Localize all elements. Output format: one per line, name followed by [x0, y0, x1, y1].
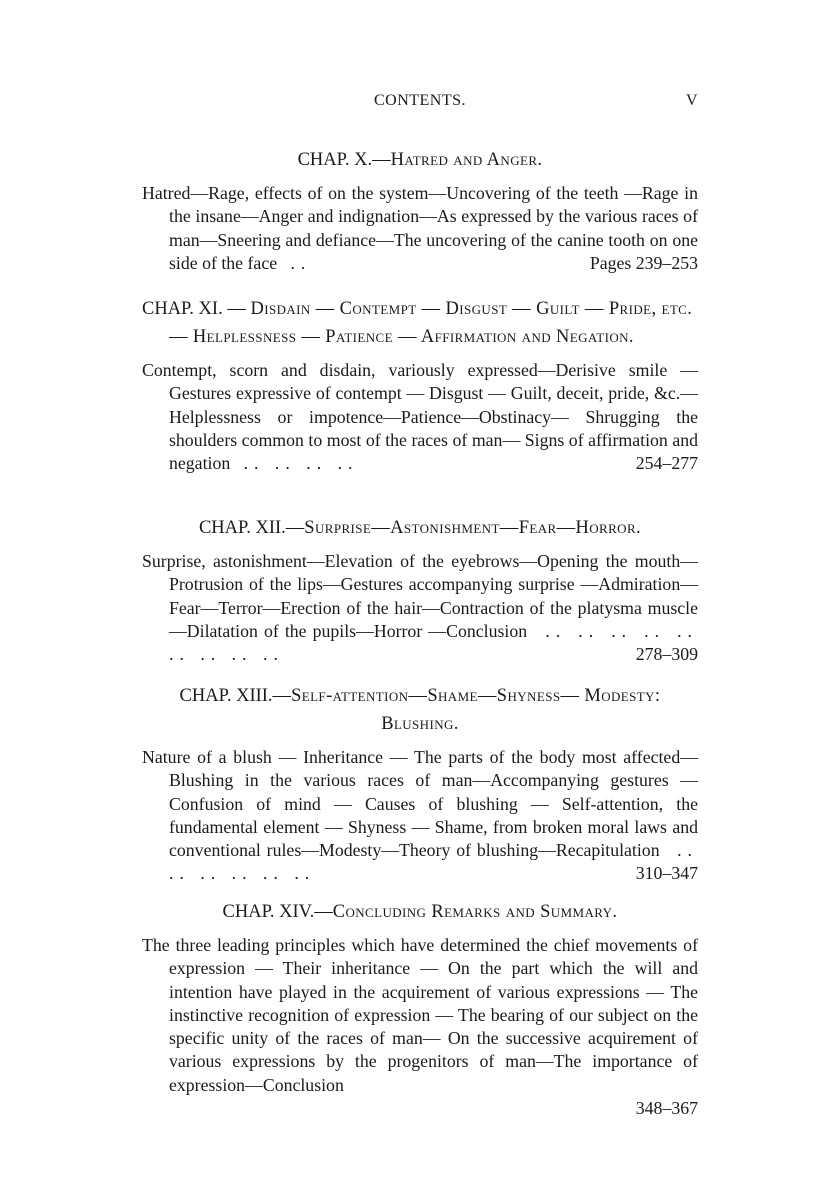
summary-text: Nature of a blush — Inheritance — The parts of the body most affected—Blushing in the various races of man—Accompanying gestures — Confusion of mind — Causes of blushing — Self-attention, the fundamental element — Shyness — Shame, from broken moral laws and conventional rules—Modesty—Theory of blushing—Recapitulation	[142, 747, 698, 861]
summary-text: Contempt, scorn and disdain, variously expressed—Derisive smile — Gestures expressive of contempt — Disgust — Guilt, deceit, pride, &c.—Helplessness or impotence—Patience—Obstinacy— Shrugging the shoulders common to most of the races of man— Signs of affirmation and negation	[142, 360, 698, 474]
chapter-14	[142, 898, 698, 1120]
chapter-title: Hatred and Anger.	[390, 150, 543, 170]
page-range: 254–277	[635, 453, 698, 474]
header-title: CONTENTS.	[373, 92, 467, 109]
page-range: 278–309	[635, 644, 698, 665]
dot-leaders: .. .. .. .. .. ..	[169, 840, 698, 884]
chapter-title: Disdain — Contempt — Disgust — Guilt — Pride, etc. — Helplessness — Patience — Affirmation and Negation.	[169, 299, 693, 347]
summary-text: The three leading principles which have determined the chief movements of expression — Their inheritance — On the part which the will and intention have played in the acquirement of various expressions — The instinctive recognition of expression — The bearing of our subject on the specific unity of the races of man— On the successive acquirement of various expressions by the progenitors of man—The importance of expression—Conclusion	[142, 935, 698, 1095]
chapter-number: CHAP. XII.—	[198, 518, 305, 538]
dot-leaders: ..	[290, 252, 312, 273]
page-range: 348–367	[635, 1098, 698, 1119]
chapter-summary	[142, 182, 698, 275]
chapter-title: Surprise—Astonishment—Fear—Horror.	[304, 518, 642, 538]
dot-leaders: .. .. .. .. .. .. .. .. ..	[169, 620, 698, 665]
chapter-summary	[142, 359, 698, 475]
chapter-heading	[142, 682, 698, 738]
chapter-13	[142, 682, 698, 886]
chapter-number: CHAP. XIII.—	[179, 686, 292, 706]
chapter-heading	[142, 295, 698, 351]
dot-leaders: .. .. .. ..	[243, 453, 359, 474]
summary-text: Hatred—Rage, effects of on the system—Uncovering of the teeth —Rage in the insane—Anger and indignation—As expressed by the various races of man—Sneering and defiance—The uncovering of the canine tooth on one side of the face	[142, 183, 698, 273]
running-header	[142, 88, 698, 116]
chapter-number: CHAP. XIV.—	[222, 902, 333, 922]
chapter-heading	[142, 898, 698, 926]
chapter-10	[142, 146, 698, 275]
chapter-12	[142, 514, 698, 666]
header-page-number: V	[685, 92, 698, 109]
chapter-heading	[142, 146, 698, 174]
chapter-summary	[142, 746, 698, 886]
chapter-11	[142, 295, 698, 475]
chapter-number: CHAP. XI. —	[142, 299, 251, 319]
chapter-summary	[142, 550, 698, 666]
chapter-number: CHAP. X.—	[297, 150, 391, 170]
page-range: 310–347	[635, 863, 698, 884]
chapter-heading	[142, 514, 698, 542]
chapter-title: Concluding Remarks and Summary.	[332, 902, 618, 922]
chapter-summary	[142, 934, 698, 1120]
page-range: Pages 239–253	[589, 252, 698, 273]
chapter-title: Self-attention—Shame—Shyness— Modesty: Blushing.	[291, 686, 661, 734]
summary-text: Surprise, astonishment—Elevation of the eyebrows—Opening the mouth—Protrusion of the lips—Gestures accompanying surprise —Admiration—Fear—Terror—Erection of the hair—Contraction of the platysma muscle—Dilatation of the pupils—Horror —Conclusion	[142, 551, 698, 641]
